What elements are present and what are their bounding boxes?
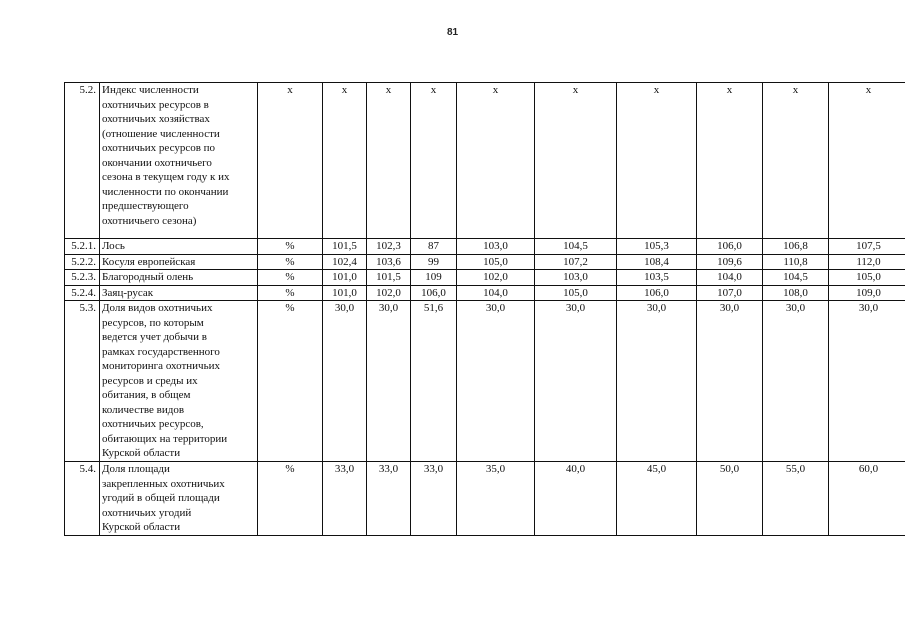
unit-cell: % [258,462,323,536]
indicator-name-line: Курской области [102,521,181,533]
value-cell: 112,0 [829,254,905,270]
value-cell: x [697,83,763,239]
page-number: 81 [446,27,459,38]
indicator-name-line: охотничьих ресурсов в [102,98,209,111]
value-cell: 30,0 [617,301,697,462]
value-cell: 109,0 [829,285,905,301]
value-cell: x [535,83,617,239]
table-row [65,462,905,536]
unit-cell: x [258,83,323,239]
value-cell: 104,0 [457,285,535,301]
indicator-name-line: Индекс численности [102,84,199,96]
indicator-name-line: численности по окончании [102,185,229,198]
unit-cell: % [258,270,323,286]
value-cell: 30,0 [829,301,905,462]
table-row [65,270,905,286]
unit-cell: % [258,285,323,301]
value-cell: 106,0 [697,239,763,255]
indicator-name-line: охотничьего сезона) [102,214,197,227]
value-cell: 30,0 [457,301,535,462]
indicator-name-line: Курской области [102,447,181,459]
value-cell: 104,5 [535,239,617,255]
indicator-name-line: охотничьих хозяйствах [102,113,210,125]
row-number-cell: 5.2.2. [65,254,100,270]
indicator-name-line: Заяц-русак [102,286,154,299]
value-cell: 103,6 [367,254,411,270]
indicator-name-line: ведется учет добычи в [102,331,207,343]
value-cell: 50,0 [697,462,763,536]
indicator-name-cell [100,462,258,536]
indicators-table [64,82,905,536]
value-cell: 33,0 [411,462,457,536]
indicator-name-line: ресурсов, по которым [102,316,204,329]
indicator-name-cell [100,254,258,270]
indicator-name-line: предшествующего [102,200,189,212]
row-number-cell: 5.3. [65,301,100,462]
value-cell: x [323,83,367,239]
value-cell: 109 [411,270,457,286]
indicator-name-line: мониторинга охотничьих [102,360,220,372]
indicator-name-line: Благородный олень [102,271,194,283]
value-cell: 109,6 [697,254,763,270]
indicator-name-line: охотничьих угодий [102,506,192,519]
indicator-name-line: (отношение численности [102,127,220,140]
value-cell: 105,0 [457,254,535,270]
indicator-name-line: окончании охотничьего [102,156,212,169]
value-cell: 30,0 [535,301,617,462]
indicator-name-cell [100,239,258,255]
value-cell: 45,0 [617,462,697,536]
value-cell: 87 [411,239,457,255]
indicator-name-line: рамках государственного [102,345,220,358]
value-cell: 108,4 [617,254,697,270]
value-cell: 102,4 [323,254,367,270]
value-cell: 101,5 [323,239,367,255]
value-cell: 107,5 [829,239,905,255]
table-row [65,285,905,301]
table-row [65,254,905,270]
indicator-name-line: обитающих на территории [102,432,228,445]
indicator-name-line: закрепленных охотничьих [102,477,225,490]
row-number-cell: 5.2.4. [65,285,100,301]
value-cell: x [367,83,411,239]
value-cell: x [457,83,535,239]
value-cell: 108,0 [763,285,829,301]
value-cell: 30,0 [367,301,411,462]
value-cell: 101,5 [367,270,411,286]
value-cell: 33,0 [367,462,411,536]
unit-cell: % [258,254,323,270]
value-cell: 51,6 [411,301,457,462]
row-number-cell: 5.4. [65,462,100,536]
value-cell: 30,0 [323,301,367,462]
row-number-cell: 5.2.1. [65,239,100,255]
value-cell: 99 [411,254,457,270]
value-cell: 102,3 [367,239,411,255]
indicator-name-line: охотничьих ресурсов по [102,142,216,154]
value-cell: 33,0 [323,462,367,536]
indicator-name-line: сезона в текущем году к их [102,171,230,183]
value-cell: 104,5 [763,270,829,286]
value-cell: x [763,83,829,239]
value-cell: 106,0 [617,285,697,301]
value-cell: 101,0 [323,285,367,301]
value-cell: 105,3 [617,239,697,255]
value-cell: x [617,83,697,239]
table-row [65,83,905,239]
unit-cell: % [258,239,323,255]
value-cell: 107,2 [535,254,617,270]
value-cell: 103,0 [457,239,535,255]
indicator-name-line: Лось [102,240,125,252]
value-cell: 106,8 [763,239,829,255]
value-cell: 30,0 [697,301,763,462]
unit-cell: % [258,301,323,462]
indicator-name-line: ресурсов и среды их [102,374,198,387]
indicator-name-line: Косуля европейская [102,255,196,268]
value-cell: 103,0 [535,270,617,286]
indicator-name-line: Доля площади [102,463,170,475]
indicator-name-line: количестве видов [102,403,185,416]
value-cell: 105,0 [535,285,617,301]
value-cell: 55,0 [763,462,829,536]
value-cell: 102,0 [367,285,411,301]
indicator-name-cell [100,285,258,301]
value-cell: 106,0 [411,285,457,301]
indicator-name-line: обитания, в общем [102,389,191,401]
value-cell: 60,0 [829,462,905,536]
value-cell: 103,5 [617,270,697,286]
table-row [65,239,905,255]
value-cell: 35,0 [457,462,535,536]
value-cell: 104,0 [697,270,763,286]
indicator-name-cell [100,270,258,286]
indicator-name-line: угодий в общей площади [102,492,220,504]
indicator-name-line: Доля видов охотничьих [102,302,213,314]
value-cell: x [829,83,905,239]
value-cell: 110,8 [763,254,829,270]
value-cell: 101,0 [323,270,367,286]
value-cell: 105,0 [829,270,905,286]
row-number-cell: 5.2. [65,83,100,239]
value-cell: x [411,83,457,239]
value-cell: 107,0 [697,285,763,301]
value-cell: 40,0 [535,462,617,536]
indicator-name-line: охотничьих ресурсов, [102,418,204,430]
value-cell: 30,0 [763,301,829,462]
value-cell: 102,0 [457,270,535,286]
row-number-cell: 5.2.3. [65,270,100,286]
table-row [65,301,905,462]
indicator-name-cell [100,301,258,462]
indicator-name-cell [100,83,258,239]
